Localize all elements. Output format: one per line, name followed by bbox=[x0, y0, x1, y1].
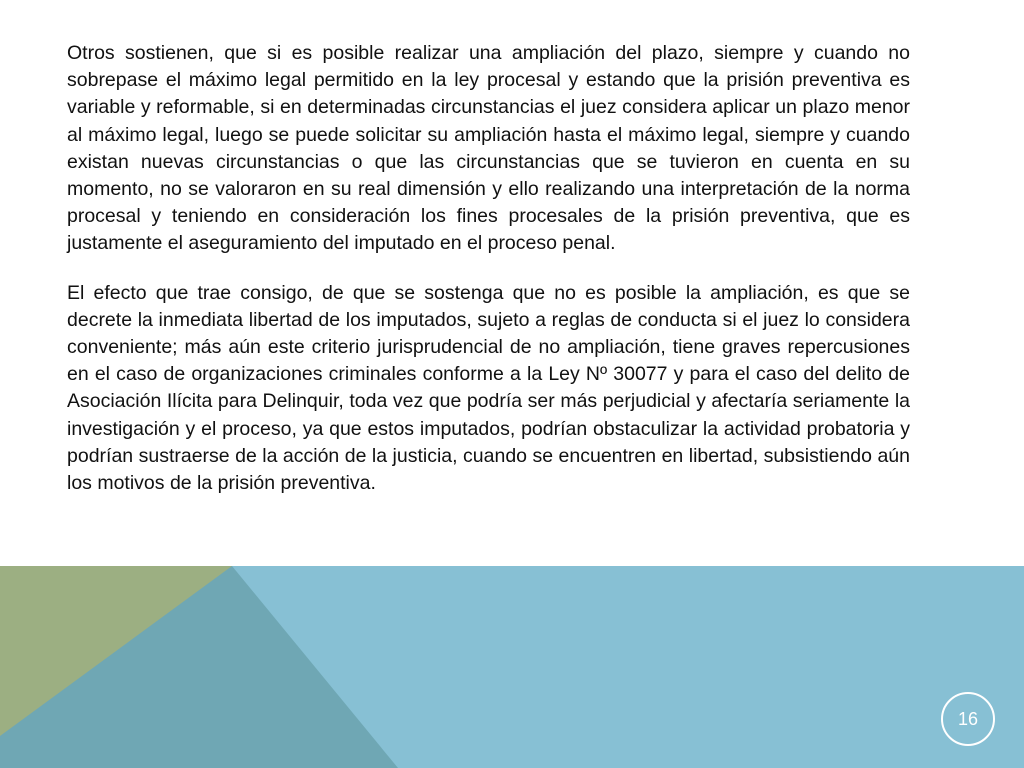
decorative-footer-band bbox=[0, 566, 1024, 768]
paragraph-2: El efecto que trae consigo, de que se sostenga que no es posible la ampliación, es que se decrete la inmediata libertad de los imputados, sujeto a reglas de conducta si el juez lo considera conveniente; más aún este criterio jurisprudencial de no ampliación, tiene graves repercusiones en el caso de organizaciones criminales conforme a la Ley Nº 30077 y para el caso del delito de Asociación Ilícita para Delinquir, toda vez que podría ser más perjudicial y afectaría seriamente la investigación y el proceso, ya que estos imputados, podrían obstaculizar la actividad probatoria y podrían sustraerse de la acción de la justicia, cuando se encuentren en libertad, subsistiendo aún los motivos de la prisión preventiva. bbox=[67, 281, 910, 495]
paragraph-1: Otros sostienen, que si es posible realizar una ampliación del plazo, siempre y cuando no sobrepase el máximo legal permitido en la ley procesal y estando que la prisión preventiva es variable y reformable, si en determinadas circunstancias el juez considera aplicar un plazo menor al máximo legal, luego se puede solicitar su ampliación hasta el máximo legal, siempre y cuando existan nuevas circunstancias o que las circunstancias que se tuvieron en cuenta en su momento, no se valoraron en su real dimensión y ello realizando una interpretación de la norma procesal y teniendo en consideración los fines procesales de la prisión preventiva, que es justamente el aseguramiento del imputado en el proceso penal. bbox=[67, 42, 910, 255]
page-number: 16 bbox=[957, 708, 979, 729]
page-number-badge bbox=[941, 692, 995, 746]
slide-body bbox=[67, 40, 910, 497]
